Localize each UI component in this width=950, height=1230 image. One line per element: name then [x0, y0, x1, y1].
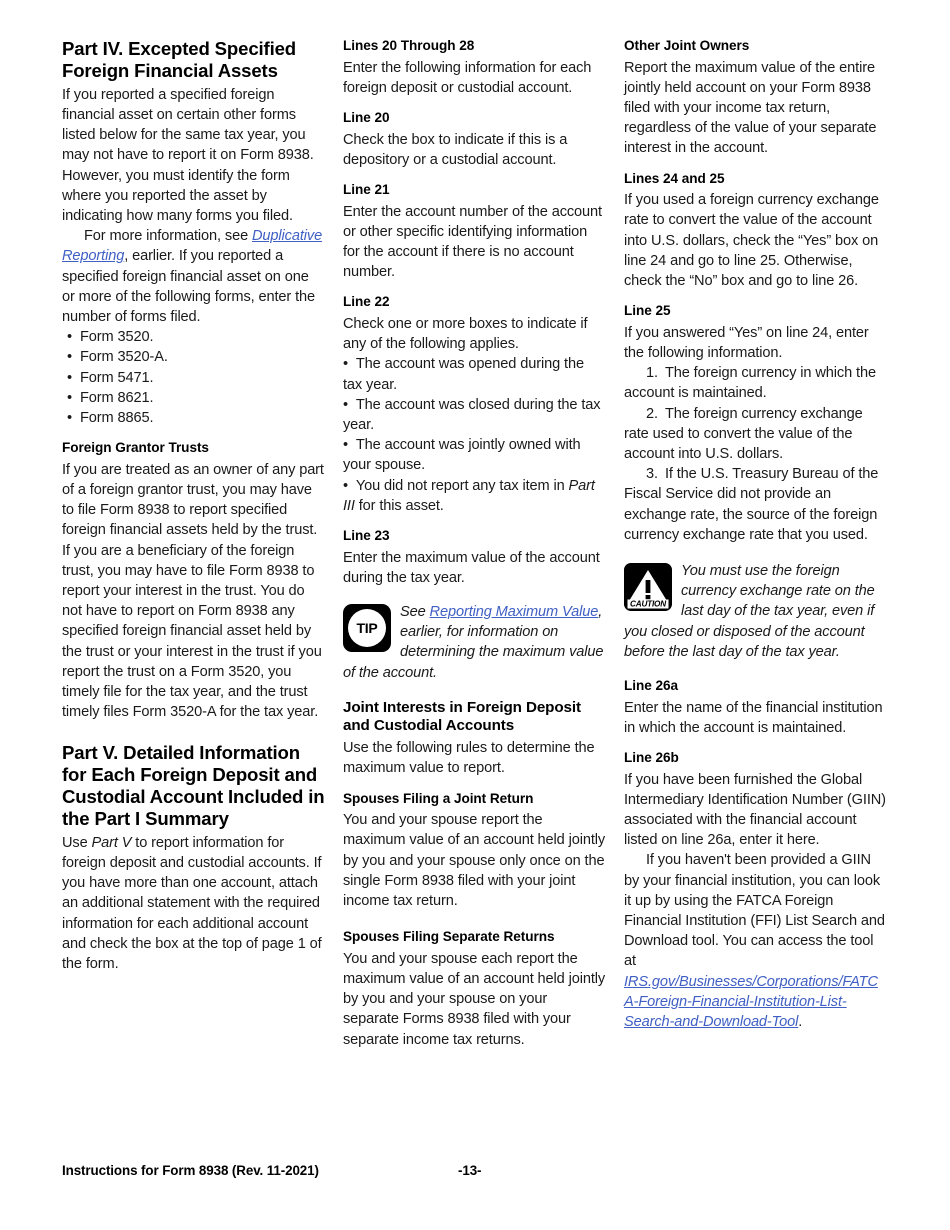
part-iv-para2-pre: For more information, see — [84, 228, 253, 245]
list-item-number: 2. — [646, 405, 658, 422]
tip-icon — [343, 604, 391, 652]
heading-line-26a: Line 26a — [624, 678, 679, 694]
heading-foreign-grantor-trusts: Foreign Grantor Trusts — [62, 440, 209, 456]
part-v-paragraph — [62, 833, 325, 974]
list-item: • Form 8865. — [62, 408, 325, 428]
caution-text: You must use the foreign currency exchange rate on the last day of the tax year, even if you closed or disposed of the account before the last day of the tax year. — [624, 563, 875, 660]
heading-part-v: Part V. Detailed Information for Each Foreign Deposit and Custodial Account Included in the Part I Summary — [62, 742, 325, 829]
footer-document-title: Instructions for Form 8938 (Rev. 11-2021) — [62, 1163, 319, 1178]
line-26a-paragraph: Enter the name of the financial institution in which the account is maintained. — [624, 699, 883, 736]
list-item — [624, 464, 887, 545]
form-list — [62, 327, 325, 428]
line-25-paragraph: If you answered “Yes” on line 24, enter the following information. — [624, 324, 869, 361]
heading-line-22: Line 22 — [343, 294, 390, 310]
link-fatca-ffi-list-tool[interactable]: IRS.gov/Businesses/Corporations/FATCA-Foreign-Financial-Institution-List-Search-and-Download-Tool — [624, 973, 878, 1031]
footer-page-number: -13- — [458, 1163, 482, 1178]
tip-callout — [343, 602, 606, 683]
list-item: • The account was jointly owned with your spouse. — [343, 435, 606, 475]
giin-lookup-paragraph — [624, 850, 887, 1032]
line-22-bullet4-pre: You did not report any tax item in — [355, 477, 569, 494]
heading-other-joint-owners: Other Joint Owners — [624, 38, 750, 53]
tip-icon-shape — [343, 604, 391, 652]
part-v-para-post: to report information for foreign deposit and custodial accounts. If you have more than one account, attach an additional statement with the required information for each additional account and check the box at the top of page 1 of the form. — [62, 834, 322, 972]
part-iv-para2-post: , earlier. If you reported a specified foreign financial asset on one or more of the following forms, enter the number of forms filed. — [62, 248, 316, 325]
column-2 — [343, 38, 606, 1050]
line-22-conditions-list — [343, 354, 606, 516]
list-item: • The account was opened during the tax year. — [343, 354, 606, 394]
heading-part-iv: Part IV. Excepted Specified Foreign Financial Assets — [62, 38, 296, 81]
list-item: • Form 3520-A. — [62, 347, 325, 367]
part-iv-paragraph-1: If you reported a specified foreign financial asset on certain other forms listed below for the same tax year, you may not have to report it on Form 8938. However, you must identify the form where you reported the asset by indicating how many forms you filed. — [62, 86, 314, 224]
giin-para-post: . — [798, 1014, 803, 1031]
foreign-grantor-trusts-paragraph: If you are treated as an owner of any part of a foreign grantor trust, you may have to file Form 8938 to report specified foreign financial assets held by the trust. If you are a beneficiary of the foreign trust, you may have to file Form 8938 to report your interest in the trust. You do not have to report on Form 8938 any specified foreign financial asset held by the trust or your interest in the trust if you report the trust on a Form 3520, you timely file for the tax year, and the trust timely files Form 3520-A for the tax year. — [62, 461, 324, 721]
list-item — [343, 476, 606, 516]
line-21-paragraph: Enter the account number of the account or other specific identifying information for the account if there is no account number. — [343, 203, 602, 281]
lines-24-25-paragraph: If you used a foreign currency exchange rate to convert the value of the account into U.S. dollars, check the “Yes” box on line 24 and go to line 25. Otherwise, check the “No” box and go to line 26. — [624, 192, 879, 289]
caution-icon-shape — [624, 563, 672, 611]
heading-line-20: Line 20 — [343, 109, 390, 125]
column-3 — [624, 38, 887, 1032]
part-iv-paragraph-2 — [62, 226, 325, 327]
heading-line-26b: Line 26b — [624, 750, 679, 765]
giin-para-pre: If you haven't been provided a GIIN by your financial institution, you can look it up by using the FATCA Foreign Financial Institution (FFI) List Search and Download tool. You can access the tool at — [624, 852, 885, 970]
line-20-paragraph: Check the box to indicate if this is a depository or a custodial account. — [343, 131, 568, 168]
list-item: • Form 5471. — [62, 368, 325, 388]
heading-joint-interests: Joint Interests in Foreign Deposit and Custodial Accounts — [343, 698, 581, 734]
line-22-bullet4-post: for this asset. — [354, 497, 444, 514]
column-1 — [62, 38, 325, 974]
line-22-paragraph: Check one or more boxes to indicate if any of the following applies. — [343, 315, 588, 353]
heading-spouses-separate-returns: Spouses Filing Separate Returns — [343, 929, 555, 945]
link-duplicative-reporting[interactable]: Duplicative Reporting — [62, 228, 323, 265]
link-reporting-maximum-value[interactable]: Reporting Maximum Value — [429, 603, 599, 620]
heading-spouses-joint-return: Spouses Filing a Joint Return — [343, 790, 534, 806]
three-column-layout — [62, 38, 888, 1118]
part-v-emphasis: Part V — [91, 834, 132, 851]
list-item-text: The foreign currency in which the account is maintained. — [624, 365, 876, 402]
heading-lines-24-and-25: Lines 24 and 25 — [624, 170, 725, 186]
caution-callout — [624, 561, 887, 662]
part-v-para-pre: Use — [62, 834, 92, 851]
spouses-separate-returns-paragraph: You and your spouse each report the maximum value of an account held jointly by you and your spouse on your separate Forms 8938 filed with your separate income tax returns. — [343, 950, 606, 1048]
tip-icon-label: TIP — [356, 619, 378, 636]
list-item-text: The foreign currency exchange rate used to convert the value of the account into U.S. dollars. — [624, 405, 863, 462]
tip-text-pre: See — [400, 603, 430, 620]
tip-icon-disc — [348, 609, 386, 647]
list-item: • Form 8621. — [62, 388, 325, 408]
heading-line-23: Line 23 — [343, 527, 390, 543]
list-item-text: If the U.S. Treasury Bureau of the Fiscal Service did not provide an exchange rate, the source of the foreign currency exchange rate that you used. — [624, 466, 879, 543]
list-item: • The account was closed during the tax year. — [343, 395, 606, 435]
other-joint-owners-paragraph: Report the maximum value of the entire jointly held account on your Form 8938 filed with your income tax return, regardless of the value of your separate interest in the account. — [624, 59, 877, 157]
joint-interests-paragraph: Use the following rules to determine the maximum value to report. — [343, 740, 595, 777]
list-item-number: 1. — [646, 365, 658, 382]
spouses-joint-return-paragraph: You and your spouse report the maximum value of an account held jointly by you and your spouse only once on the single Form 8938 filed with your joint income tax return. — [343, 812, 606, 910]
list-item — [624, 404, 887, 465]
list-item-number: 3. — [646, 466, 658, 483]
heading-line-21: Line 21 — [343, 181, 390, 197]
line-23-paragraph: Enter the maximum value of the account during the tax year. — [343, 549, 600, 586]
line-22-bullet4-emphasis: Part III — [343, 477, 595, 514]
line-26b-paragraph: If you have been furnished the Global Intermediary Identification Number (GIIN) associated with the financial account listed on line 26a, enter it here. — [624, 771, 886, 849]
list-item: • Form 3520. — [62, 327, 325, 347]
tip-text-post: , earlier, for information on determining the maximum value of the account. — [343, 603, 604, 681]
heading-lines-20-through-28: Lines 20 Through 28 — [343, 38, 475, 53]
line-25-items-list — [624, 363, 887, 545]
lines-20-28-paragraph: Enter the following information for each foreign deposit or custodial account. — [343, 59, 592, 96]
svg-text:CAUTION: CAUTION — [630, 599, 666, 609]
heading-line-25: Line 25 — [624, 303, 671, 319]
list-item — [624, 363, 887, 403]
caution-icon — [624, 563, 672, 611]
page-footer — [62, 1163, 888, 1185]
